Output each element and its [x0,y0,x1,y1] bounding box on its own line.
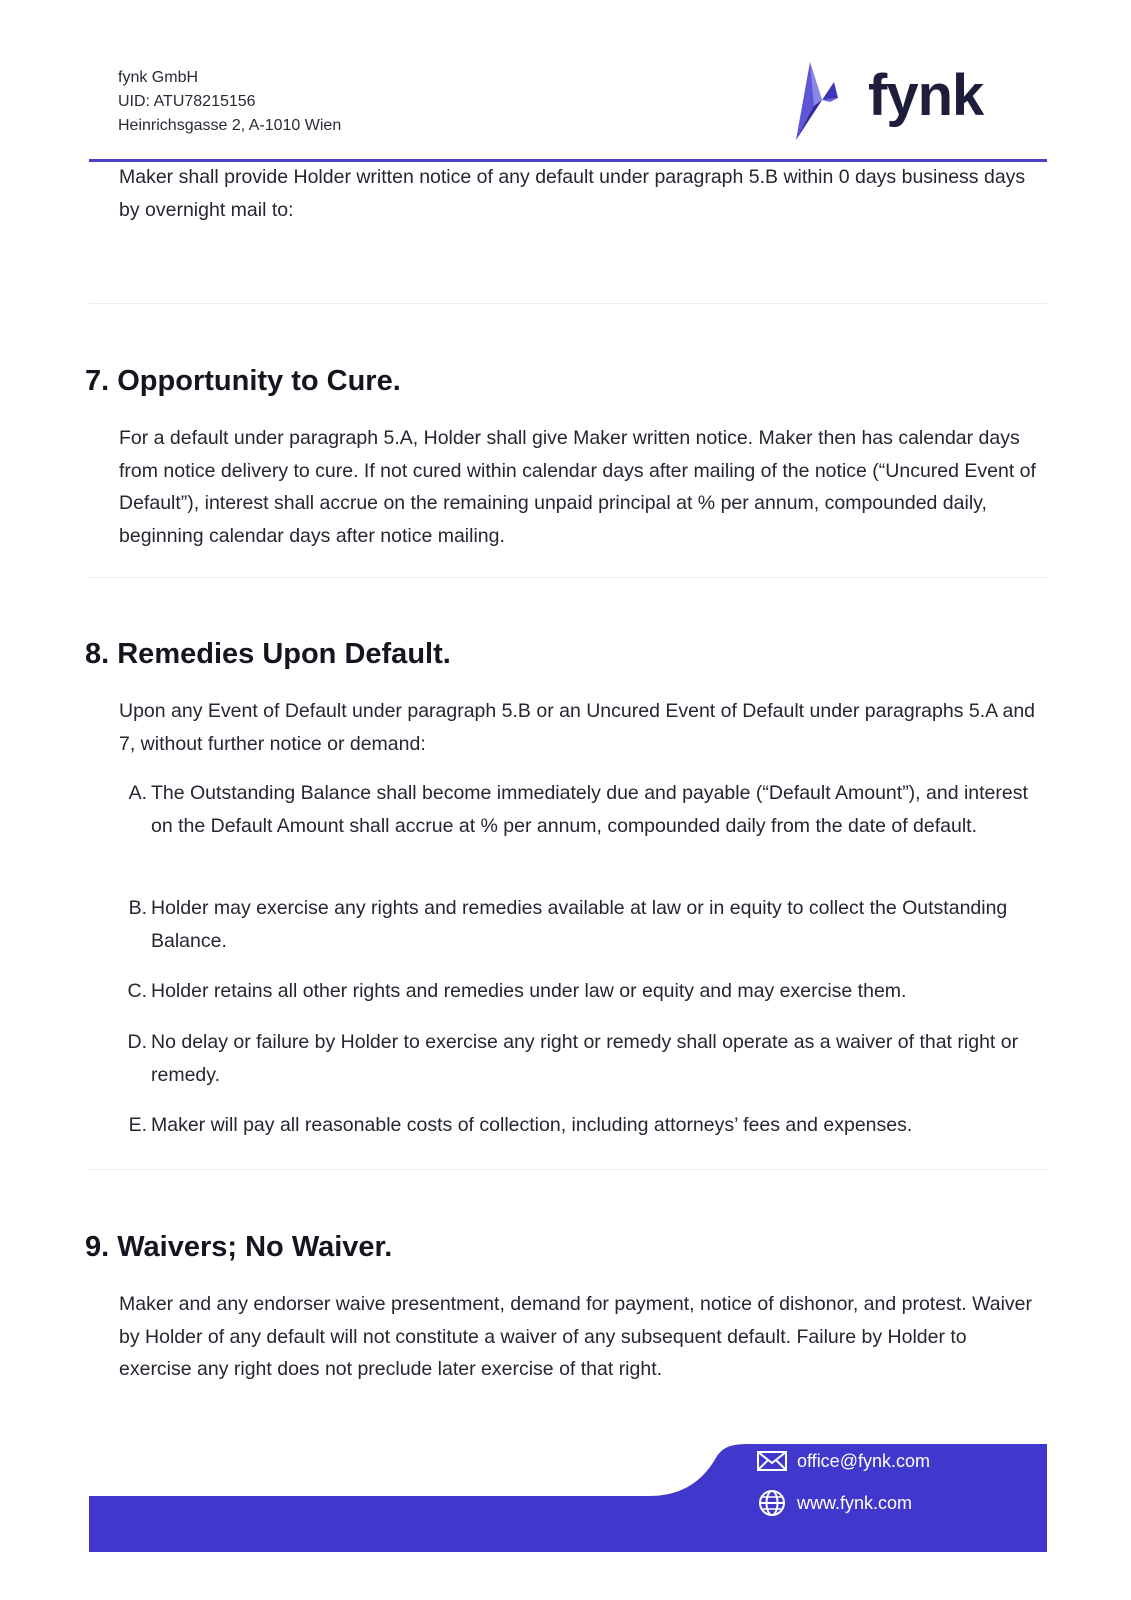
fynk-logo [808,62,1008,142]
list-marker: B. [128,897,147,919]
section-7-body: For a default under paragraph 5.A, Holder shall give Maker written notice. Maker then has calendar days from notice delivery to cure. If not cured within calendar days after mailing of the notice (“Uncured Event of Default”), interest shall accrue on the remaining unpaid principal at % per annum, compounded daily, beginning calendar days after notice mailing. [119,427,1036,547]
company-address: Heinrichsgasse 2, A-1010 Wien [118,117,342,134]
footer-band [89,1444,1047,1552]
section-9-body: Maker and any endorser waive presentment, demand for payment, notice of dishonor, and protest. Waiver by Holder of any default will not constitute a waiver of any subsequent default. Failure by Holder to exercise any right does not preclude later exercise of that right. [119,1293,1033,1380]
list-item-text: Holder may exercise any rights and remedies available at law or in equity to collect the Outstanding Balance. [151,897,1008,952]
list-item [119,975,1049,1008]
intro-paragraph: Maker shall provide Holder written notice of any default under paragraph 5.B within 0 days business days by overnight mail to: [119,166,1026,221]
envelope-icon [757,1447,787,1475]
section-8-body: Upon any Event of Default under paragraph 5.B or an Uncured Event of Default under paragraphs 5.A and 7, without further notice or demand: [119,700,1036,755]
section-8-heading: 8. Remedies Upon Default. [85,638,451,670]
section-divider [89,577,1047,578]
logo-wordmark: fynk [868,63,984,128]
list-marker: A. [128,782,147,804]
globe-icon [757,1489,787,1517]
list-item-text: Holder retains all other rights and remedies under law or equity and may exercise them. [151,980,907,1002]
list-item-text: Maker will pay all reasonable costs of collection, including attorneys’ fees and expenses. [151,1114,913,1136]
list-item-text: No delay or failure by Holder to exercise any right or remedy shall operate as a waiver of that right or remedy. [151,1031,1019,1086]
bird-origami-icon [788,62,850,142]
footer-email-row [757,1442,930,1480]
section-divider [89,1169,1047,1170]
company-uid: UID: ATU78215156 [118,93,256,110]
section-divider [89,303,1047,304]
list-marker: E. [128,1114,147,1136]
company-name: fynk GmbH [118,69,199,86]
section-9-heading: 9. Waivers; No Waiver. [85,1231,393,1263]
list-item [119,1109,1049,1142]
list-marker: C. [127,980,147,1002]
footer-website[interactable]: www.fynk.com [797,1492,913,1513]
list-item [119,892,1049,957]
section-7-heading: 7. Opportunity to Cure. [85,365,401,397]
footer-email[interactable]: office@fynk.com [797,1450,930,1471]
footer-website-row [757,1484,912,1522]
list-item-text: The Outstanding Balance shall become immediately due and payable (“Default Amount”), and interest on the Default Amount shall accrue at % per annum, compounded daily from the date of default. [151,782,1028,837]
list-item [119,1026,1049,1091]
list-marker: D. [127,1031,147,1053]
list-item [119,777,1049,842]
company-info [118,66,341,138]
